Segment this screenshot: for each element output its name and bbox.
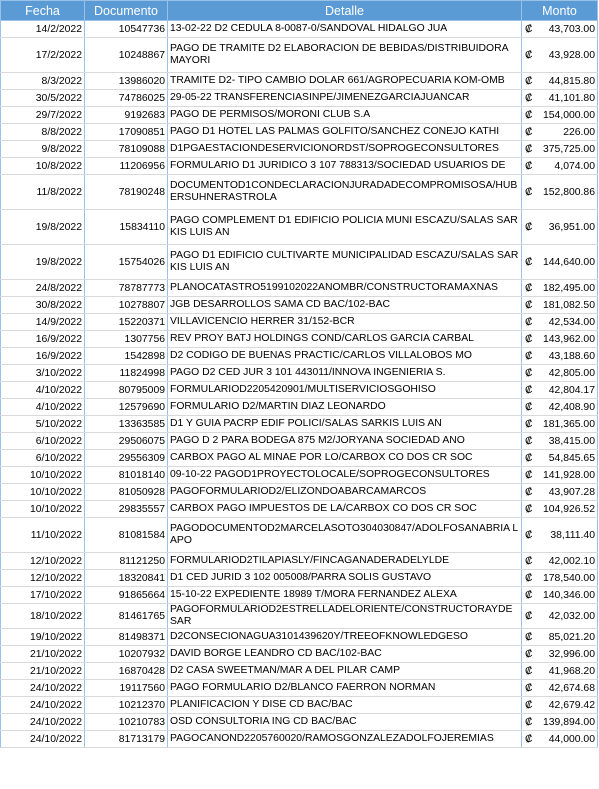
cell-monto[interactable] (522, 141, 598, 158)
amount-value: 85,021.20 (548, 631, 595, 643)
currency-symbol: ₡ (525, 435, 533, 447)
amount-value: 42,408.90 (548, 401, 595, 413)
cell-monto[interactable] (522, 484, 598, 501)
cell-monto[interactable] (522, 124, 598, 141)
cell-monto[interactable] (522, 331, 598, 348)
currency-symbol: ₡ (525, 418, 533, 430)
table-row (1, 73, 598, 90)
amount-value: 44,815.80 (548, 75, 595, 87)
cell-monto[interactable] (522, 280, 598, 297)
cell-detalle[interactable]: FORMULARIOD2TILAPIASLY/FINCAGANADERADELYLDE (168, 553, 522, 570)
cell-detalle[interactable]: PLANIFICACION Y DISE CD BAC/BAC (168, 697, 522, 714)
currency-symbol: ₡ (525, 589, 533, 601)
cell-fecha[interactable]: 19/8/2022 (1, 245, 85, 280)
table-row (1, 604, 598, 629)
cell-documento[interactable]: 81713179 (85, 731, 168, 748)
cell-documento[interactable]: 1307756 (85, 331, 168, 348)
cell-fecha[interactable]: 24/10/2022 (1, 697, 85, 714)
currency-symbol: ₡ (525, 109, 533, 121)
cell-fecha[interactable]: 10/10/2022 (1, 501, 85, 518)
cell-monto[interactable] (522, 416, 598, 433)
cell-documento[interactable]: 81461765 (85, 604, 168, 629)
cell-detalle[interactable]: PAGO D 2 PARA BODEGA 875 M2/JORYANA SOCIEDAD ANO (168, 433, 522, 450)
cell-monto[interactable] (522, 382, 598, 399)
cell-fecha[interactable]: 14/2/2022 (1, 21, 85, 38)
cell-detalle[interactable]: FORMULARIO D1 JURIDICO 3 107 788313/SOCIEDAD USUARIOS DE (168, 158, 522, 175)
cell-fecha[interactable]: 19/8/2022 (1, 210, 85, 245)
cell-monto[interactable] (522, 501, 598, 518)
currency-symbol: ₡ (525, 529, 533, 541)
cell-documento[interactable]: 19117560 (85, 680, 168, 697)
cell-monto[interactable] (522, 587, 598, 604)
table-row (1, 467, 598, 484)
table-row (1, 697, 598, 714)
table-row (1, 484, 598, 501)
currency-symbol: ₡ (525, 221, 533, 233)
cell-fecha[interactable]: 24/8/2022 (1, 280, 85, 297)
cell-monto[interactable] (522, 21, 598, 38)
currency-symbol: ₡ (525, 367, 533, 379)
cell-fecha[interactable]: 30/5/2022 (1, 90, 85, 107)
currency-symbol: ₡ (525, 282, 533, 294)
amount-value: 36,951.00 (548, 221, 595, 233)
cell-monto[interactable] (522, 210, 598, 245)
cell-detalle[interactable]: REV PROY BATJ HOLDINGS COND/CARLOS GARCIA CARBAL (168, 331, 522, 348)
currency-symbol: ₡ (525, 23, 533, 35)
cell-monto[interactable] (522, 450, 598, 467)
amount-value: 42,032.00 (548, 610, 595, 622)
table-row (1, 518, 598, 553)
cell-detalle[interactable]: DOCUMENTOD1CONDECLARACIONJURADADECOMPROMISOSA/HUBERSUHNERASTROLA (168, 175, 522, 210)
amount-value: 42,534.00 (548, 316, 595, 328)
cell-fecha[interactable]: 3/10/2022 (1, 365, 85, 382)
cell-documento[interactable]: 18320841 (85, 570, 168, 587)
column-header-fecha[interactable]: Fecha (1, 1, 85, 21)
amount-value: 32,996.00 (548, 648, 595, 660)
cell-monto[interactable] (522, 399, 598, 416)
cell-detalle[interactable]: FORMULARIO D2/MARTIN DIAZ LEONARDO (168, 399, 522, 416)
cell-monto[interactable] (522, 175, 598, 210)
column-header-documento[interactable]: Documento (85, 1, 168, 21)
cell-monto[interactable] (522, 314, 598, 331)
cell-documento[interactable]: 81498371 (85, 629, 168, 646)
cell-monto[interactable] (522, 518, 598, 553)
cell-monto[interactable] (522, 680, 598, 697)
currency-symbol: ₡ (525, 733, 533, 745)
cell-fecha[interactable]: 6/10/2022 (1, 450, 85, 467)
cell-documento[interactable]: 13986020 (85, 73, 168, 90)
currency-symbol: ₡ (525, 452, 533, 464)
cell-detalle[interactable]: DAVID BORGE LEANDRO CD BAC/102-BAC (168, 646, 522, 663)
cell-documento[interactable]: 16870428 (85, 663, 168, 680)
cell-fecha[interactable]: 21/10/2022 (1, 646, 85, 663)
currency-symbol: ₡ (525, 333, 533, 345)
table-row (1, 416, 598, 433)
table-row (1, 21, 598, 38)
cell-detalle[interactable]: D2CONSECIONAGUA3101439620Y/TREEOFKNOWLEDGESO (168, 629, 522, 646)
cell-documento[interactable]: 17090851 (85, 124, 168, 141)
cell-monto[interactable] (522, 297, 598, 314)
table-row (1, 501, 598, 518)
cell-monto[interactable] (522, 629, 598, 646)
table-row (1, 107, 598, 124)
amount-value: 4,074.00 (554, 160, 595, 172)
table-row (1, 90, 598, 107)
cell-documento[interactable]: 81050928 (85, 484, 168, 501)
cell-documento[interactable]: 9192683 (85, 107, 168, 124)
cell-documento[interactable]: 78109088 (85, 141, 168, 158)
cell-fecha[interactable]: 16/9/2022 (1, 331, 85, 348)
cell-detalle[interactable]: PAGO COMPLEMENT D1 EDIFICIO POLICIA MUNI ESCAZU/SALAS SARKIS LUIS AN (168, 210, 522, 245)
table-row (1, 399, 598, 416)
amount-value: 375,725.00 (542, 143, 595, 155)
currency-symbol: ₡ (525, 92, 533, 104)
currency-symbol: ₡ (525, 716, 533, 728)
cell-documento[interactable]: 11824998 (85, 365, 168, 382)
amount-value: 154,000.00 (542, 109, 595, 121)
cell-detalle[interactable]: PLANOCATASTRO5199102022ANOMBR/CONSTRUCTORAMAXNAS (168, 280, 522, 297)
currency-symbol: ₡ (525, 49, 533, 61)
cell-detalle[interactable]: PAGODOCUMENTOD2MARCELASOTO304030847/ADOLFOSANABRIA LAPO (168, 518, 522, 553)
column-header-monto[interactable]: Monto (522, 1, 598, 21)
currency-symbol: ₡ (525, 299, 533, 311)
cell-monto[interactable] (522, 714, 598, 731)
cell-detalle[interactable]: TRAMITE D2- TIPO CAMBIO DOLAR 661/AGROPECUARIA KOM-OMB (168, 73, 522, 90)
cell-monto[interactable] (522, 646, 598, 663)
cell-fecha[interactable]: 24/10/2022 (1, 714, 85, 731)
table-row (1, 433, 598, 450)
cell-documento[interactable]: 78190248 (85, 175, 168, 210)
table-row (1, 714, 598, 731)
currency-symbol: ₡ (525, 631, 533, 643)
cell-documento[interactable]: 81018140 (85, 467, 168, 484)
cell-fecha[interactable]: 21/10/2022 (1, 663, 85, 680)
cell-fecha[interactable]: 11/10/2022 (1, 518, 85, 553)
cell-detalle[interactable]: PAGOFORMULARIOD2/ELIZONDOABARCAMARCOS (168, 484, 522, 501)
cell-fecha[interactable]: 11/8/2022 (1, 175, 85, 210)
cell-detalle[interactable]: D1 Y GUIA PACRP EDIF POLICI/SALAS SARKIS LUIS AN (168, 416, 522, 433)
currency-symbol: ₡ (525, 384, 533, 396)
cell-monto[interactable] (522, 107, 598, 124)
cell-fecha[interactable]: 8/8/2022 (1, 124, 85, 141)
cell-detalle[interactable]: D1 CED JURID 3 102 005008/PARRA SOLIS GUSTAVO (168, 570, 522, 587)
table-row (1, 450, 598, 467)
table-row (1, 38, 598, 73)
cell-detalle[interactable]: PAGOCANOND2205760020/RAMOSGONZALEZADOLFOJEREMIAS (168, 731, 522, 748)
currency-symbol: ₡ (525, 256, 533, 268)
currency-symbol: ₡ (525, 316, 533, 328)
cell-fecha[interactable]: 17/2/2022 (1, 38, 85, 73)
amount-value: 44,000.00 (548, 733, 595, 745)
cell-monto[interactable] (522, 38, 598, 73)
cell-fecha[interactable]: 12/10/2022 (1, 570, 85, 587)
cell-documento[interactable]: 10278807 (85, 297, 168, 314)
cell-detalle[interactable]: 09-10-22 PAGOD1PROYECTOLOCALE/SOPROGECONSULTORES (168, 467, 522, 484)
currency-symbol: ₡ (525, 75, 533, 87)
table-row (1, 175, 598, 210)
table-row (1, 280, 598, 297)
table-row (1, 680, 598, 697)
cell-detalle[interactable]: CARBOX PAGO IMPUESTOS DE LA/CARBOX CO DOS CR SOC (168, 501, 522, 518)
table-row (1, 382, 598, 399)
cell-monto[interactable] (522, 158, 598, 175)
cell-detalle[interactable]: PAGO FORMULARIO D2/BLANCO FAERRON NORMAN (168, 680, 522, 697)
header-row (1, 1, 598, 21)
cell-fecha[interactable]: 19/10/2022 (1, 629, 85, 646)
cell-documento[interactable]: 29835557 (85, 501, 168, 518)
amount-value: 38,111.40 (550, 529, 595, 541)
table-row (1, 297, 598, 314)
currency-symbol: ₡ (525, 682, 533, 694)
cell-fecha[interactable]: 5/10/2022 (1, 416, 85, 433)
cell-documento[interactable]: 91865664 (85, 587, 168, 604)
cell-documento[interactable]: 13363585 (85, 416, 168, 433)
amount-value: 141,928.00 (542, 469, 595, 481)
cell-fecha[interactable]: 10/8/2022 (1, 158, 85, 175)
amount-value: 43,703.00 (548, 23, 595, 35)
cell-monto[interactable] (522, 73, 598, 90)
cell-fecha[interactable]: 16/9/2022 (1, 348, 85, 365)
currency-symbol: ₡ (525, 555, 533, 567)
table-row (1, 629, 598, 646)
cell-monto[interactable] (522, 90, 598, 107)
currency-symbol: ₡ (525, 648, 533, 660)
amount-value: 181,082.50 (542, 299, 595, 311)
cell-documento[interactable]: 10210783 (85, 714, 168, 731)
amount-value: 181,365.00 (542, 418, 595, 430)
cell-monto[interactable] (522, 348, 598, 365)
cell-detalle[interactable]: JGB DESARROLLOS SAMA CD BAC/102-BAC (168, 297, 522, 314)
amount-value: 41,101.80 (548, 92, 595, 104)
amount-value: 42,002.10 (548, 555, 595, 567)
currency-symbol: ₡ (525, 143, 533, 155)
cell-documento[interactable]: 81081584 (85, 518, 168, 553)
table-row (1, 124, 598, 141)
amount-value: 41,968.20 (548, 665, 595, 677)
cell-detalle[interactable]: PAGOFORMULARIOD2ESTRELLADELORIENTE/CONSTRUCTORAYDESAR (168, 604, 522, 629)
table-row (1, 553, 598, 570)
cell-detalle[interactable]: OSD CONSULTORIA ING CD BAC/BAC (168, 714, 522, 731)
cell-documento[interactable]: 10248867 (85, 38, 168, 73)
amount-value: 143,962.00 (542, 333, 595, 345)
table-row (1, 587, 598, 604)
cell-monto[interactable] (522, 433, 598, 450)
currency-symbol: ₡ (525, 186, 533, 198)
cell-fecha[interactable]: 8/3/2022 (1, 73, 85, 90)
table-row (1, 245, 598, 280)
cell-detalle[interactable]: D2 CASA SWEETMAN/MAR A DEL PILAR CAMP (168, 663, 522, 680)
cell-documento[interactable]: 74786025 (85, 90, 168, 107)
cell-detalle[interactable]: 15-10-22 EXPEDIENTE 18989 T/MORA FERNANDEZ ALEXA (168, 587, 522, 604)
cell-documento[interactable]: 78787773 (85, 280, 168, 297)
cell-monto[interactable] (522, 663, 598, 680)
cell-monto[interactable] (522, 697, 598, 714)
cell-detalle[interactable]: PAGO D1 EDIFICIO CULTIVARTE MUNICIPALIDAD ESCAZU/SALAS SARKIS LUIS AN (168, 245, 522, 280)
cell-documento[interactable]: 10212370 (85, 697, 168, 714)
cell-documento[interactable]: 15220371 (85, 314, 168, 331)
currency-symbol: ₡ (525, 486, 533, 498)
currency-symbol: ₡ (525, 126, 533, 138)
cell-monto[interactable] (522, 467, 598, 484)
cell-fecha[interactable]: 30/8/2022 (1, 297, 85, 314)
cell-fecha[interactable]: 29/7/2022 (1, 107, 85, 124)
table-row (1, 365, 598, 382)
cell-detalle[interactable]: PAGO DE TRAMITE D2 ELABORACION DE BEBIDAS/DISTRIBUIDORA MAYORI (168, 38, 522, 73)
cell-detalle[interactable]: PAGO D1 HOTEL LAS PALMAS GOLFITO/SANCHEZ CONEJO KATHI (168, 124, 522, 141)
table-row (1, 158, 598, 175)
cell-fecha[interactable]: 4/10/2022 (1, 399, 85, 416)
cell-fecha[interactable]: 18/10/2022 (1, 604, 85, 629)
table-row (1, 348, 598, 365)
cell-detalle[interactable]: 29-05-22 TRANSFERENCIASINPE/JIMENEZGARCIAJUANCAR (168, 90, 522, 107)
cell-detalle[interactable]: D1PGAESTACIONDESERVICIONORDST/SOPROGECONSULTORES (168, 141, 522, 158)
amount-value: 104,926.52 (542, 503, 595, 515)
cell-fecha[interactable]: 17/10/2022 (1, 587, 85, 604)
table-row (1, 314, 598, 331)
cell-documento[interactable]: 29556309 (85, 450, 168, 467)
currency-symbol: ₡ (525, 610, 533, 622)
cell-fecha[interactable]: 14/9/2022 (1, 314, 85, 331)
cell-monto[interactable] (522, 553, 598, 570)
cell-fecha[interactable]: 9/8/2022 (1, 141, 85, 158)
table-row (1, 646, 598, 663)
cell-documento[interactable]: 1542898 (85, 348, 168, 365)
cell-fecha[interactable]: 6/10/2022 (1, 433, 85, 450)
amount-value: 182,495.00 (542, 282, 595, 294)
table-row (1, 663, 598, 680)
cell-monto[interactable] (522, 365, 598, 382)
currency-symbol: ₡ (525, 503, 533, 515)
cell-documento[interactable]: 81121250 (85, 553, 168, 570)
cell-monto[interactable] (522, 245, 598, 280)
cell-fecha[interactable]: 10/10/2022 (1, 467, 85, 484)
amount-value: 54,845.65 (548, 452, 595, 464)
column-header-detalle[interactable]: Detalle (168, 1, 522, 21)
currency-symbol: ₡ (525, 160, 533, 172)
amount-value: 43,907.28 (548, 486, 595, 498)
cell-documento[interactable]: 80795009 (85, 382, 168, 399)
amount-value: 43,188.60 (548, 350, 595, 362)
table-row (1, 141, 598, 158)
cell-documento[interactable]: 15834110 (85, 210, 168, 245)
amount-value: 144,640.00 (542, 256, 595, 268)
cell-monto[interactable] (522, 570, 598, 587)
amount-value: 43,928.00 (548, 49, 595, 61)
cell-detalle[interactable]: FORMULARIOD2205420901/MULTISERVICIOSGOHISO (168, 382, 522, 399)
cell-fecha[interactable]: 24/10/2022 (1, 731, 85, 748)
cell-detalle[interactable]: 13-02-22 D2 CEDULA 8-0087-0/SANDOVAL HIDALGO JUA (168, 21, 522, 38)
cell-detalle[interactable]: PAGO D2 CED JUR 3 101 443011/INNOVA INGENIERIA S. (168, 365, 522, 382)
currency-symbol: ₡ (525, 699, 533, 711)
cell-documento[interactable]: 12579690 (85, 399, 168, 416)
cell-documento[interactable]: 15754026 (85, 245, 168, 280)
cell-documento[interactable]: 11206956 (85, 158, 168, 175)
currency-symbol: ₡ (525, 350, 533, 362)
cell-monto[interactable] (522, 731, 598, 748)
amount-value: 38,415.00 (548, 435, 595, 447)
amount-value: 42,674.68 (548, 682, 595, 694)
cell-fecha[interactable]: 24/10/2022 (1, 680, 85, 697)
cell-fecha[interactable]: 10/10/2022 (1, 484, 85, 501)
amount-value: 42,805.00 (548, 367, 595, 379)
cell-detalle[interactable]: VILLAVICENCIO HERRER 31/152-BCR (168, 314, 522, 331)
cell-documento[interactable]: 10207932 (85, 646, 168, 663)
amount-value: 139,894.00 (542, 716, 595, 728)
cell-detalle[interactable]: D2 CODIGO DE BUENAS PRACTIC/CARLOS VILLALOBOS MO (168, 348, 522, 365)
amount-value: 42,804.17 (548, 384, 595, 396)
cell-fecha[interactable]: 4/10/2022 (1, 382, 85, 399)
cell-documento[interactable]: 29506075 (85, 433, 168, 450)
table-row (1, 731, 598, 748)
cell-detalle[interactable]: PAGO DE PERMISOS/MORONI CLUB S.A (168, 107, 522, 124)
amount-value: 178,540.00 (542, 572, 595, 584)
amount-value: 140,346.00 (542, 589, 595, 601)
table-row (1, 331, 598, 348)
currency-symbol: ₡ (525, 572, 533, 584)
cell-monto[interactable] (522, 604, 598, 629)
currency-symbol: ₡ (525, 469, 533, 481)
cell-fecha[interactable]: 12/10/2022 (1, 553, 85, 570)
amount-value: 226.00 (563, 126, 595, 138)
currency-symbol: ₡ (525, 401, 533, 413)
currency-symbol: ₡ (525, 665, 533, 677)
amount-value: 42,679.42 (548, 699, 595, 711)
table-row (1, 210, 598, 245)
amount-value: 152,800.86 (542, 186, 595, 198)
cell-detalle[interactable]: CARBOX PAGO AL MINAE POR LO/CARBOX CO DOS CR SOC (168, 450, 522, 467)
table-row (1, 570, 598, 587)
cell-documento[interactable]: 10547736 (85, 21, 168, 38)
